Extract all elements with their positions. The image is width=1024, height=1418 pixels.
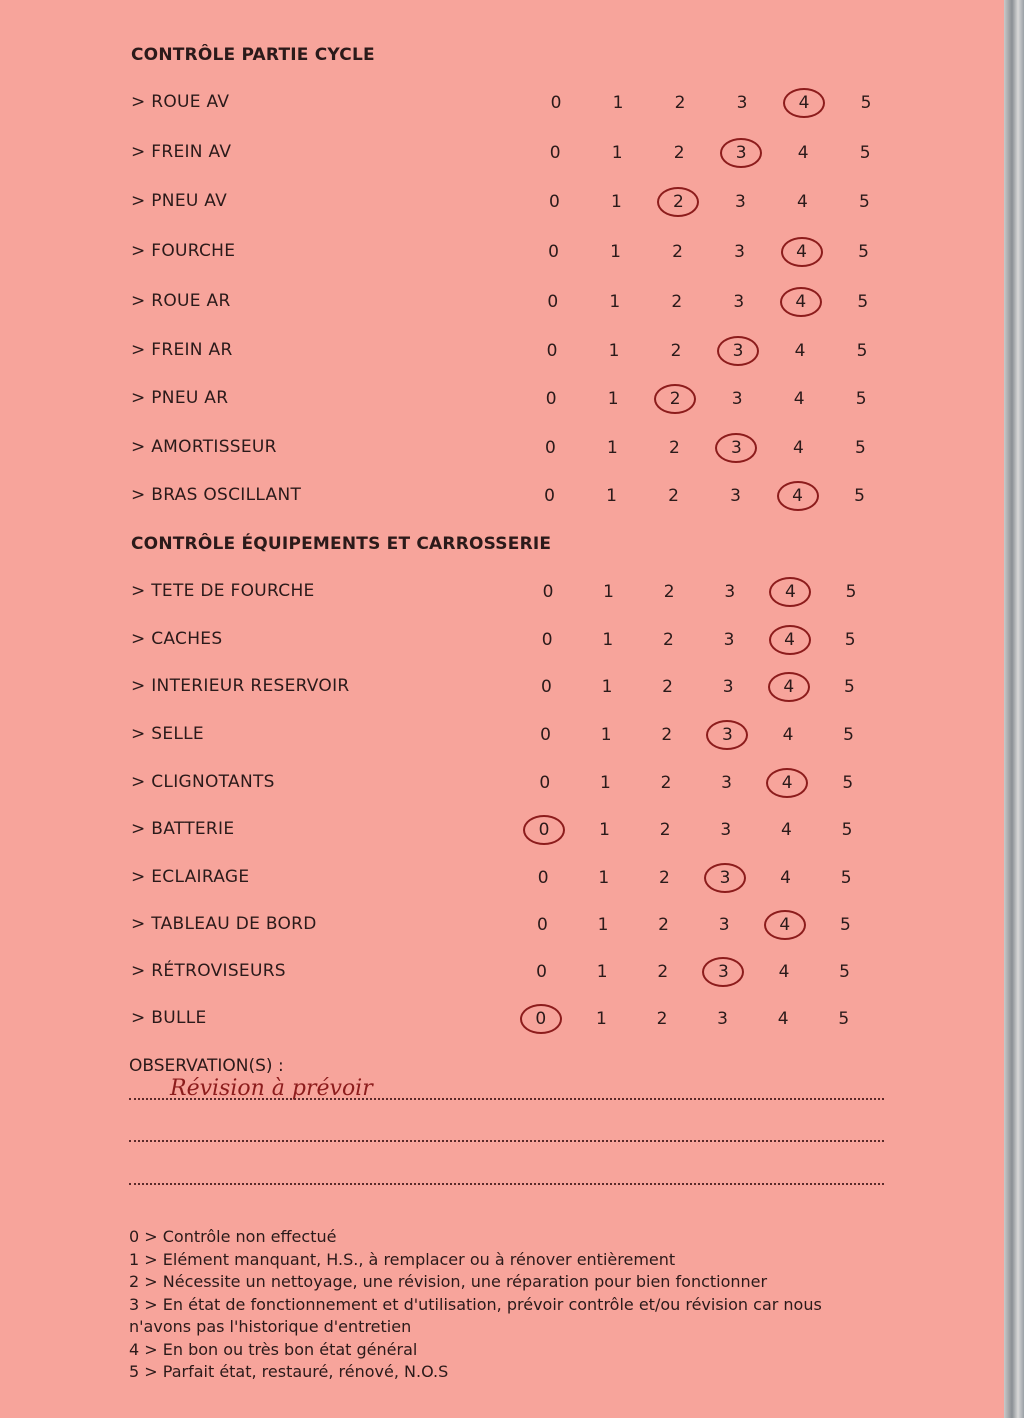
score-option[interactable]: 0 [540, 725, 551, 745]
score-option[interactable]: 4 [795, 292, 807, 312]
score-option[interactable]: 1 [598, 868, 610, 888]
score-option[interactable]: 5 [842, 773, 854, 793]
score-option[interactable]: 5 [858, 192, 870, 212]
score-option[interactable]: 2 [657, 962, 669, 982]
score-option[interactable]: 4 [793, 389, 805, 409]
legend-item: 2 > Nécessite un nettoyage, une révision, une réparation pour bien fonctionner [129, 1272, 768, 1291]
score-option[interactable]: 1 [606, 438, 618, 458]
score-option[interactable]: 2 [672, 242, 683, 262]
score-option[interactable]: 5 [843, 725, 854, 745]
score-option[interactable]: 3 [735, 143, 747, 163]
score-option[interactable]: 0 [544, 486, 555, 506]
score-option[interactable]: 4 [783, 677, 795, 697]
score-option[interactable]: 4 [796, 192, 808, 212]
score-option[interactable]: 5 [841, 820, 853, 840]
score-option[interactable]: 2 [673, 143, 685, 163]
score-option[interactable]: 3 [719, 868, 731, 888]
row-label: > RÉTROVISEURS [131, 961, 286, 981]
score-option[interactable]: 1 [600, 725, 612, 745]
score-option[interactable]: 4 [797, 143, 809, 163]
score-option[interactable]: 2 [662, 677, 673, 697]
observation-line-3 [129, 1183, 884, 1185]
score-option[interactable]: 0 [548, 242, 559, 262]
score-option[interactable]: 4 [792, 486, 803, 506]
score-option[interactable]: 3 [717, 1009, 728, 1029]
row-label: > PNEU AR [131, 388, 229, 408]
score-option[interactable]: 5 [838, 1009, 850, 1029]
score-option[interactable]: 5 [854, 486, 865, 506]
score-option[interactable]: 4 [792, 438, 804, 458]
score-option[interactable]: 1 [611, 143, 623, 163]
score-option[interactable]: 1 [595, 1009, 607, 1029]
score-option[interactable]: 0 [547, 292, 559, 312]
score-option[interactable]: 0 [550, 93, 562, 113]
score-option[interactable]: 0 [536, 915, 548, 935]
score-option[interactable]: 4 [782, 725, 794, 745]
score-option[interactable]: 0 [535, 1009, 547, 1029]
row-label: > PNEU AV [131, 191, 228, 211]
score-option[interactable]: 1 [601, 677, 613, 697]
score-option[interactable]: 5 [858, 242, 869, 262]
row-label: > TABLEAU DE BORD [131, 914, 317, 934]
score-option[interactable]: 4 [796, 242, 807, 262]
score-option[interactable]: 2 [669, 389, 681, 409]
legend-item: 5 > Parfait état, restauré, rénové, N.O.S [129, 1362, 449, 1381]
legend-item: 1 > Elément manquant, H.S., à remplacer ou à rénover entièrement [129, 1249, 676, 1269]
score-option[interactable]: 2 [659, 820, 671, 840]
legend-item: n'avons pas l'historique d'entretien [129, 1317, 412, 1336]
row-label: > BATTERIE [131, 819, 235, 839]
score-option[interactable]: 1 [610, 242, 621, 262]
score-option[interactable]: 1 [606, 486, 617, 506]
score-option[interactable]: 3 [721, 773, 732, 793]
score-option[interactable]: 2 [671, 292, 683, 312]
score-option[interactable]: 4 [779, 915, 791, 935]
score-option[interactable]: 5 [845, 582, 857, 602]
score-option[interactable]: 1 [599, 820, 610, 840]
score-option[interactable]: 4 [780, 820, 792, 840]
score-option[interactable]: 3 [734, 242, 745, 262]
observations-handwritten-note: Révision à prévoir [170, 1076, 373, 1101]
score-option[interactable]: 2 [672, 192, 684, 212]
score-option[interactable]: 5 [855, 389, 867, 409]
score-option[interactable]: 3 [720, 820, 732, 840]
score-option[interactable]: 2 [661, 725, 673, 745]
score-option[interactable]: 2 [668, 438, 680, 458]
score-option[interactable]: 2 [658, 868, 670, 888]
row-label: > BULLE [131, 1008, 207, 1028]
score-option[interactable]: 3 [731, 389, 743, 409]
row-label: > FREIN AV [131, 142, 232, 162]
table-edge-background [1004, 0, 1024, 1418]
score-option[interactable]: 3 [718, 915, 730, 935]
score-option[interactable]: 4 [798, 93, 810, 113]
score-option[interactable]: 5 [856, 341, 868, 361]
row-label: > AMORTISSEUR [131, 437, 277, 457]
score-option[interactable]: 2 [663, 582, 675, 602]
observations-title: OBSERVATION(S) : [129, 1056, 284, 1076]
score-option[interactable]: 0 [539, 773, 551, 793]
score-option[interactable]: 4 [781, 773, 793, 793]
score-option[interactable]: 5 [839, 915, 851, 935]
score-option[interactable]: 1 [612, 93, 624, 113]
row-label: > ROUE AV [131, 92, 230, 112]
score-option[interactable]: 2 [658, 915, 669, 935]
score-option[interactable]: 1 [610, 192, 622, 212]
score-option[interactable]: 1 [607, 389, 619, 409]
score-option[interactable]: 3 [730, 438, 742, 458]
row-label: > FOURCHE [131, 241, 236, 261]
score-option[interactable]: 1 [596, 962, 608, 982]
score-option[interactable]: 0 [540, 677, 552, 697]
score-option[interactable]: 4 [777, 1009, 789, 1029]
score-option[interactable]: 3 [733, 292, 745, 312]
row-label: > BRAS OSCILLANT [131, 485, 302, 505]
score-option[interactable]: 3 [736, 93, 748, 113]
legend-item: 4 > En bon ou très bon état général [129, 1339, 418, 1359]
legend [129, 1226, 889, 1384]
row-label: > ECLAIRAGE [131, 867, 250, 887]
row-label: > INTERIEUR RESERVOIR [131, 676, 350, 696]
score-option[interactable]: 2 [668, 486, 679, 506]
score-option[interactable]: 3 [717, 962, 729, 982]
score-option[interactable]: 0 [541, 630, 553, 650]
section-title-equipements: CONTRÔLE ÉQUIPEMENTS ET CARROSSERIE [131, 534, 552, 554]
score-option[interactable]: 2 [674, 93, 686, 113]
score-option[interactable]: 3 [723, 630, 735, 650]
legend-item: 3 > En état de fonctionnement et d'utilisation, prévoir contrôle et/ou révision car nous [129, 1294, 822, 1314]
row-label: > CLIGNOTANTS [131, 772, 275, 792]
score-option[interactable]: 0 [538, 820, 550, 840]
score-option[interactable]: 1 [599, 773, 611, 793]
score-option[interactable]: 4 [780, 868, 791, 888]
score-option[interactable]: 0 [545, 389, 557, 409]
observation-line-1 [129, 1098, 884, 1100]
score-option[interactable]: 1 [608, 341, 620, 361]
score-option[interactable]: 0 [544, 438, 556, 458]
score-option[interactable]: 5 [844, 630, 856, 650]
row-label: > TETE DE FOURCHE [131, 581, 315, 601]
score-option[interactable]: 3 [734, 192, 746, 212]
score-option[interactable]: 1 [609, 292, 621, 312]
score-option[interactable]: 3 [732, 341, 744, 361]
row-label: > SELLE [131, 724, 204, 744]
score-option[interactable]: 1 [603, 582, 614, 602]
score-option[interactable]: 1 [597, 915, 609, 935]
score-option[interactable]: 0 [542, 582, 554, 602]
score-option[interactable]: 1 [602, 630, 614, 650]
score-option[interactable]: 0 [536, 962, 547, 982]
score-option[interactable]: 4 [794, 341, 806, 361]
score-option[interactable]: 2 [660, 773, 672, 793]
score-option[interactable]: 5 [843, 677, 855, 697]
score-option[interactable]: 2 [670, 341, 682, 361]
score-option[interactable]: 0 [546, 341, 558, 361]
score-option[interactable]: 0 [537, 868, 549, 888]
score-option[interactable]: 0 [548, 192, 560, 212]
score-option[interactable]: 2 [656, 1009, 668, 1029]
score-option[interactable]: 5 [840, 868, 852, 888]
score-option[interactable]: 4 [784, 582, 796, 602]
score-option[interactable]: 4 [778, 962, 790, 982]
observation-line-2 [129, 1140, 884, 1142]
score-option[interactable]: 5 [860, 93, 872, 113]
score-option[interactable]: 5 [857, 292, 869, 312]
score-option[interactable]: 5 [859, 143, 871, 163]
score-option[interactable]: 5 [854, 438, 866, 458]
score-option[interactable]: 3 [721, 725, 733, 745]
score-option[interactable]: 4 [784, 630, 795, 650]
score-option[interactable]: 3 [724, 582, 736, 602]
score-option[interactable]: 5 [839, 962, 850, 982]
score-option[interactable]: 3 [730, 486, 741, 506]
row-label: > ROUE AR [131, 291, 231, 311]
score-option[interactable]: 3 [722, 677, 734, 697]
row-label: > FREIN AR [131, 340, 233, 360]
legend-item: 0 > Contrôle non effectué [129, 1227, 337, 1246]
score-option[interactable]: 0 [549, 143, 561, 163]
row-label: > CACHES [131, 629, 223, 649]
section-title-cycle: CONTRÔLE PARTIE CYCLE [131, 45, 375, 65]
score-option[interactable]: 2 [662, 630, 674, 650]
